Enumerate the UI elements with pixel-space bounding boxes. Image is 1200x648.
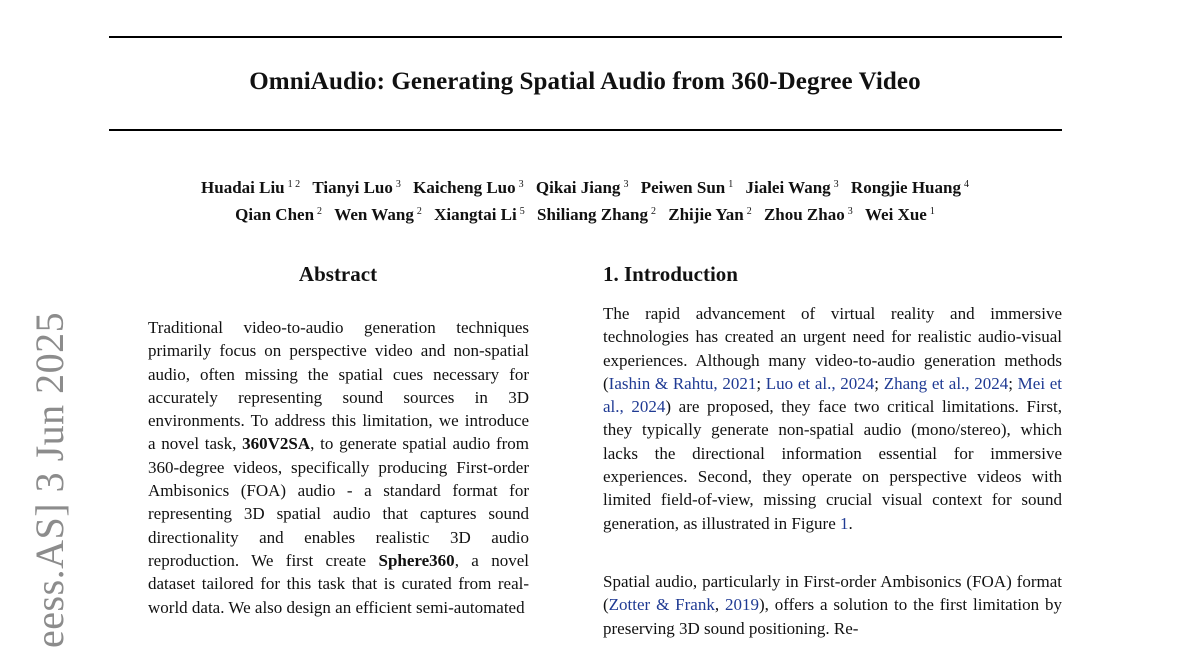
paragraph-text: . (848, 513, 853, 533)
figure-reference-link[interactable]: 1 (840, 513, 849, 533)
author-name: Qikai Jiang (535, 178, 621, 197)
author (434, 200, 525, 227)
intro-paragraph-2 (603, 570, 1062, 640)
citation-link[interactable]: Zotter & Frank (608, 595, 715, 615)
author-name: Qian Chen (235, 205, 315, 224)
author (235, 200, 322, 227)
abstract-text: , to generate spatial audio from 360-degree videos, specifically producing First-order Ambisonics (FOA) audio - a standard format for representing 3D spatial audio that captures sound directionality and enables realistic 3D audio reproduction. We first create (148, 434, 529, 570)
author-affiliation: 1 (728, 179, 734, 190)
author-name: Jialei Wang (745, 178, 831, 197)
author (334, 200, 422, 227)
author (668, 200, 751, 227)
author-name: Zhijie Yan (668, 205, 744, 224)
author-name: Shiliang Zhang (536, 205, 649, 224)
paragraph-text: Spatial audio, particularly in First-order Ambisonics (FOA) format ( (603, 572, 1062, 615)
author-name: Wei Xue (864, 205, 927, 224)
task-name-bold: 360V2SA (242, 434, 311, 454)
paragraph-text: ) are proposed, they face two critical limitations. First, they typically generate non-spatial audio (mono/stereo), which lacks the directional information essential for immersive experiences. Second, they operate on perspective videos with limited field-of-view, missing crucial visual context for sound generation, as illustrated in Figure (603, 397, 1062, 533)
author-name: Xiangtai Li (434, 205, 517, 224)
author (764, 200, 853, 227)
author-name: Wen Wang (334, 205, 414, 224)
title-top-rule (109, 36, 1062, 38)
author-name: Rongjie Huang (850, 178, 961, 197)
author-name: Peiwen Sun (640, 178, 726, 197)
author (536, 173, 629, 200)
author-affiliation: 3 (847, 206, 853, 217)
title-bottom-rule (109, 129, 1062, 131)
paragraph-text: The rapid advancement of virtual reality and immersive technologies has created an urgent need for realistic audio-visual experiences. Although many video-to-audio generation methods ( (603, 304, 1062, 393)
author (745, 173, 838, 200)
author-affiliation: 3 (518, 179, 524, 190)
author-affiliation: 3 (623, 179, 629, 190)
citation-link[interactable]: Iashin & Rahtu, 2021 (608, 373, 757, 393)
abstract-body (148, 316, 529, 619)
author-affiliation: 4 (963, 179, 969, 190)
author-affiliation: 2 (416, 206, 422, 217)
abstract-heading: Abstract (298, 262, 378, 286)
author-affiliation: 5 (519, 206, 525, 217)
author (201, 173, 300, 200)
author-affiliation: 1 (929, 206, 935, 217)
author-name: Huadai Liu (201, 178, 285, 197)
author (851, 173, 969, 200)
author (865, 200, 935, 227)
citation-link[interactable]: Zhang et al., 2024 (883, 373, 1009, 393)
abstract-text: , a novel dataset tailored for this task that is curated from real-world data. We also design an efficient semi-automated (148, 550, 529, 617)
author-name: Tianyi Luo (312, 178, 393, 197)
introduction-heading: 1. Introduction (603, 262, 738, 286)
citation-link[interactable]: Luo et al., 2024 (765, 373, 875, 393)
author-affiliation: 1 2 (287, 179, 301, 190)
author (641, 173, 734, 200)
author-affiliation: 2 (317, 206, 323, 217)
abstract-text: Traditional video-to-audio generation techniques primarily focus on perspective video and non-spatial audio, often missing the spatial cues necessary for accurately representing sound sources in 3D environments. To address this limitation, we introduce a novel task, (148, 318, 529, 454)
intro-paragraph-1 (603, 302, 1062, 535)
author (413, 173, 524, 200)
citation-separator: , (714, 595, 725, 615)
author-affiliation: 3 (833, 179, 839, 190)
author-name: Kaicheng Luo (413, 178, 516, 197)
dataset-name-bold: Sphere360 (378, 550, 455, 570)
arxiv-sidebar-stamp: eess.AS] 3 Jun 2025 (27, 311, 72, 648)
author-line-2 (0, 200, 1170, 227)
citation-separator: ; (1008, 373, 1018, 393)
paper-title: OmniAudio: Generating Spatial Audio from 360-Degree Video (249, 68, 921, 95)
citation-year-link[interactable]: 2019 (724, 595, 759, 615)
paragraph-text: ), offers a solution to the first limitation by preserving 3D sound positioning. Re- (603, 595, 1063, 638)
author-affiliation: 2 (651, 206, 657, 217)
author-name: Zhou Zhao (763, 205, 845, 224)
author-line-1 (0, 173, 1170, 200)
author (537, 200, 656, 227)
citation-separator: ; (756, 373, 766, 393)
citation-link[interactable]: Mei et al., 2024 (603, 373, 1062, 417)
citation-separator: ; (874, 373, 884, 393)
author-affiliation: 2 (746, 206, 752, 217)
author-affiliation: 3 (395, 179, 401, 190)
author-list (0, 173, 1170, 227)
author (312, 173, 400, 200)
